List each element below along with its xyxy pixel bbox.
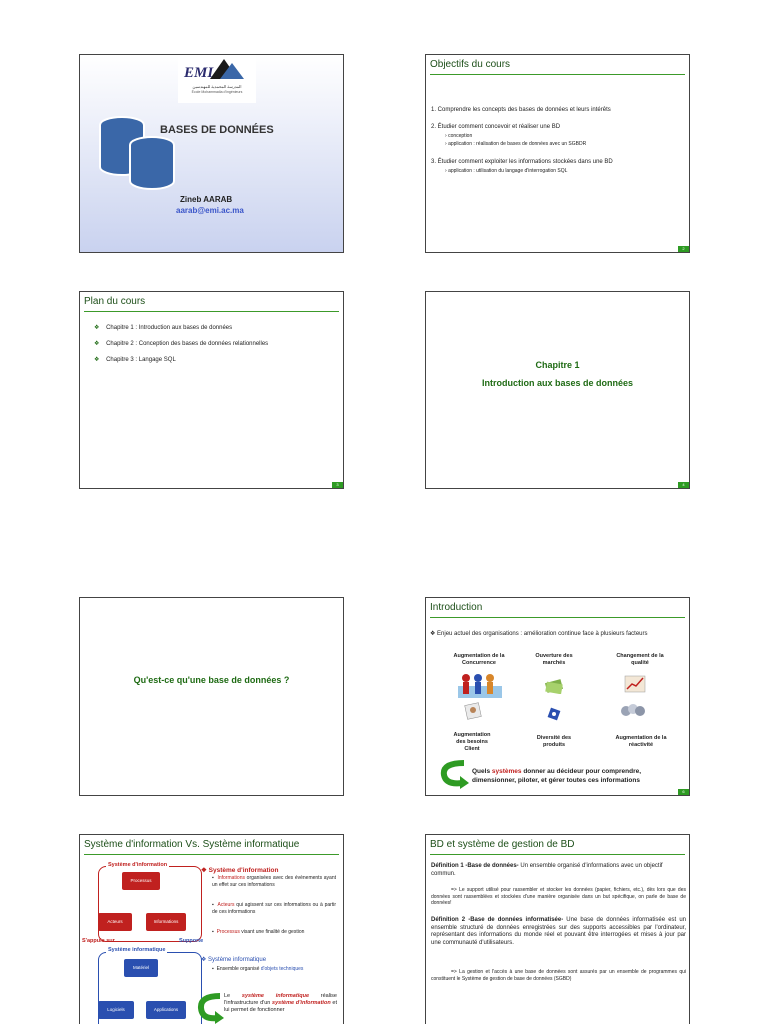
products-icon xyxy=(545,706,563,722)
svg-text:EMI: EMI xyxy=(184,65,214,81)
slide-title-text: BASES DE DONNÉES xyxy=(160,124,274,136)
curved-arrow-icon xyxy=(196,992,224,1024)
slide-si-vs-sinfo xyxy=(79,834,344,1024)
objective-3a: › application : utilisation du langage d'interrogation SQL xyxy=(445,168,568,174)
slide-plan xyxy=(79,291,344,489)
sinfo-heading: ❖ Système informatique xyxy=(201,957,267,963)
objective-3: 3. Étudier comment exploiter les informations stockées dans une BD xyxy=(431,159,613,165)
money-icon xyxy=(544,678,564,694)
heading-rule xyxy=(430,617,685,618)
slide-heading: Objectifs du cours xyxy=(430,59,511,70)
decision-question: Quels systèmes donner au décideur pour comprendre, dimensionner, piloter, et gérer toutes ces informations xyxy=(472,768,642,784)
definition-1: Définition 1 -Base de données- Un ensemble organisé d'informations avec un objectif commun. xyxy=(431,863,663,877)
page-number: 4 xyxy=(678,482,689,488)
factor-label: Augmentation des besoins Client xyxy=(453,732,491,752)
question-text: Qu'est-ce qu'une base de données ? xyxy=(133,675,290,685)
slide-title xyxy=(79,54,344,253)
sinfo-note: Le système informatique réalise l'infrastructure d'un système d'information et lui permet de fonctionner xyxy=(224,993,337,1013)
slide-chapitre-1 xyxy=(425,291,690,489)
si-bullet: ▪ Processus visant une finalité de gestion xyxy=(212,929,305,935)
informations-box: Informations xyxy=(146,913,186,931)
heading-rule xyxy=(84,854,339,855)
sinfo-bullet: ▪ Ensemble organisé d'objets techniques xyxy=(212,966,304,972)
slide-heading: BD et système de gestion de BD xyxy=(430,839,575,850)
si-heading: ❖ Système d'information xyxy=(201,867,279,874)
slide-objectifs xyxy=(425,54,690,253)
objective-1: 1. Comprendre les concepts des bases de données et leurs intérêts xyxy=(431,107,611,113)
page-number: 3 xyxy=(332,482,343,488)
slide-introduction xyxy=(425,597,690,796)
page-number: 2 xyxy=(678,246,689,252)
intro-text: ❖ Enjeu actuel des organisations : amélioration continue face à plusieurs facteurs xyxy=(430,631,648,637)
logiciels-box: Logiciels xyxy=(98,1001,134,1019)
definition-1-note: => Le support utilisé pour rassembler et stocker les données (papier, fichiers, etc.), dès lors que des données sont rassemblées et stockées d'une manière organisée dans un but spécifique, on parle de base de données! xyxy=(431,887,686,906)
objective-2b: › application : réalisation de bases de données avec un SGBDR xyxy=(445,141,587,147)
objective-2: 2. Étudier comment concevoir et réaliser une BD xyxy=(431,124,561,130)
emi-logo xyxy=(178,57,256,103)
heading-rule xyxy=(430,74,685,75)
quality-chart-icon xyxy=(624,675,646,693)
heading-rule xyxy=(430,854,685,855)
competition-icon xyxy=(458,672,502,698)
supporte-label: Supporte xyxy=(179,938,204,944)
slide-bd-sgbd xyxy=(425,834,690,1024)
factor-label: Diversité des produits xyxy=(536,735,572,748)
logo-sub: École Mohammadia d'ingénieurs xyxy=(191,90,243,94)
plan-item: ❖ Chapitre 3 : Langage SQL xyxy=(94,357,176,363)
logo-caption: المدرسة المحمدية للمهندسين xyxy=(192,84,242,89)
si-bullet: ▪ Acteurs qui agissent sur ces informations ou à partir de ces informations xyxy=(212,902,336,915)
si-label: Système d'information xyxy=(108,862,168,868)
plan-item: ❖ Chapitre 2 : Conception des bases de données relationnelles xyxy=(94,341,269,347)
definition-2-note: => La gestion et l'accès à une base de données sont assurés par un ensemble de programmes qui constituent le Système de gestion de base de données (SGBD) xyxy=(431,969,686,982)
definition-2: Définition 2 -Base de données informatisée- Une base de données informatisée est un ensemble structuré de données enregistrées sur des supports accessibles par l'ordinateur, représentant des informations du monde réel et pouvant être interrogées et mises à jour par une communauté d'utilisateurs. xyxy=(431,917,686,946)
page-number: 6 xyxy=(678,789,689,795)
chapter-number: Chapitre 1 xyxy=(535,360,580,370)
plan-item: ❖ Chapitre 1 : Introduction aux bases de données xyxy=(94,325,233,331)
heading-rule xyxy=(84,311,339,312)
slide-heading: Plan du cours xyxy=(84,296,146,307)
author-email: aarab@emi.ac.ma xyxy=(176,206,244,215)
slide-heading: Introduction xyxy=(430,602,483,613)
reactivity-icon xyxy=(620,702,646,718)
objective-2a: › conception xyxy=(445,133,473,139)
slide-heading: Système d'information Vs. Système informatique xyxy=(84,839,300,850)
sinfo-label: Système informatique xyxy=(108,947,166,953)
curved-arrow-icon xyxy=(438,759,470,789)
factor-label: Ouverture des marchés xyxy=(535,653,573,666)
slide-question xyxy=(79,597,344,796)
applications-box: Applications xyxy=(146,1001,186,1019)
acteurs-box: Acteurs xyxy=(98,913,132,931)
factor-label: Augmentation de la Concurrence xyxy=(453,653,505,666)
author-name: Zineb AARAB xyxy=(180,195,233,204)
client-needs-icon xyxy=(464,702,482,720)
appuie-label: S'appuie sur xyxy=(82,938,115,944)
chapter-title: Introduction aux bases de données xyxy=(481,378,634,388)
si-bullet: ▪ Informations organisées avec des évènements ayant un effet sur ces informations xyxy=(212,875,336,888)
factor-label: Augmentation de la réactivité xyxy=(615,735,667,748)
materiel-box: Matériel xyxy=(124,959,158,977)
factor-label: Changement de la qualité xyxy=(616,653,664,666)
processus-box: Processus xyxy=(122,872,160,890)
